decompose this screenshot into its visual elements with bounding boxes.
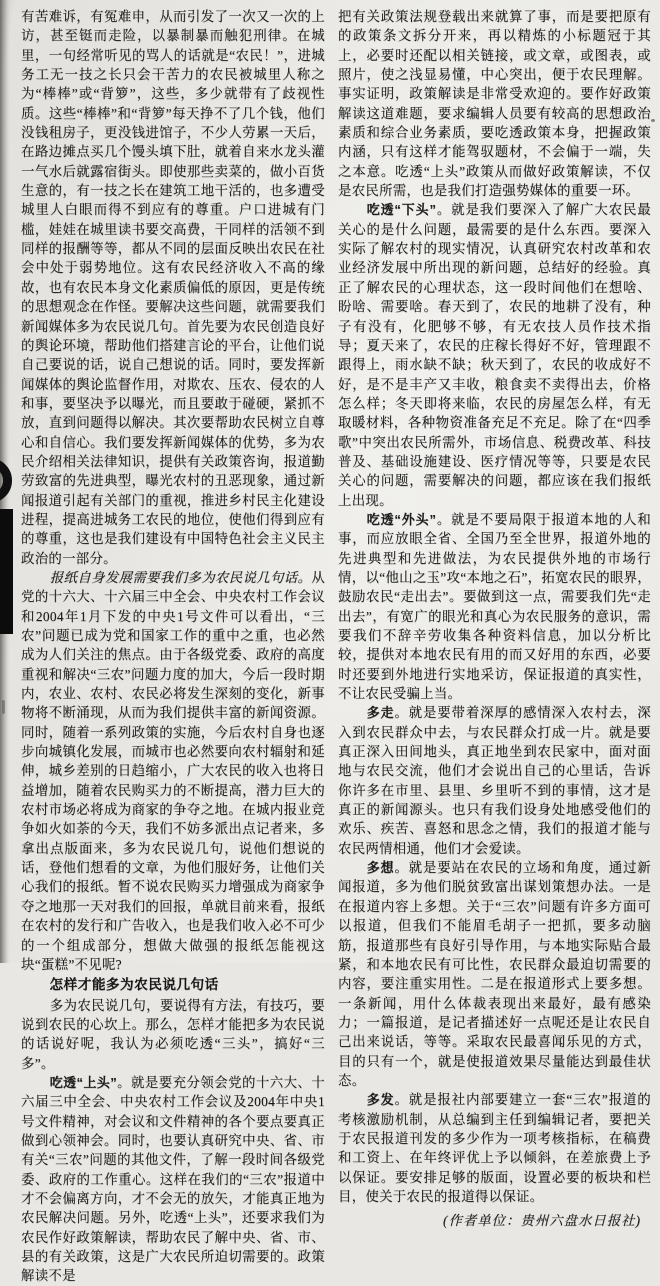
paragraph-text: 。就是要充分领会党的十六大、十六届三中全会、中央农村工作会议及2004年中央1号文件精神，对会议和文件精神的各个要点要真正做到心领神会。同时，也要认真研究中央、省、市有关“三农”问题的其他文件，了解一段时间各级党委、政府的工作重心。这样在我们的“三农”报道中才不会偏离方向，才不会无的放矢，才能真正地为农民解决问题。另外，吃透“上头”，还要求我们为农民作好政策解读，帮助农民了解中央、省、市、县的有关政策，这是广大农民所迫切需要的。政策解读不是: [21, 1074, 325, 1284]
paragraph-text: 。就是要带着深厚的感情深入农村去，深入到农民群众中去，与农民群众打成一片。就是要真正深入田间地头，真正地坐到农民家中，面对面地与农民交流，他们才会说出自己的心里话，告诉你许多在市里、县里、乡里听不到的事情，这才是真正的新闻源头。也只有我们设身处地感受他们的欢乐、疾苦、喜怒和思念之情，我们的报道才能与农民两情相通，他们才会爱读。: [338, 705, 651, 856]
paragraph-chitou-shangtou: [21, 1073, 325, 1286]
paragraph-chitou-waitou: [338, 510, 651, 703]
paragraph-text: 。就是要站在农民的立场和角度，通过新闻报道，多为他们脱贫致富出谋划策想办法。一是在报道内容上多想。关于“三农”问题有许多方面可以报道，但我们不能眉毛胡子一把抓，要多动脑筋，报道那些有良好引导作用，与本地实际贴合最紧，和本地农民有可比性，农民群众最迫切需要的内容，要注重实用性。二是在报道形式上要多想。一条新闻，用什么体裁表现出来最好，最有感染力；一篇报道，是记者描述好一点呢还是让农民自己出来说话，等等。采取农民最喜闻乐见的方式，目的只有一个，就是使报道效果尽量能达到最佳状态。: [338, 860, 651, 1088]
paragraph-text: 从党的十六大、十六届三中全会、中央农村工作会议和2004年1月下发的中央1号文件可以看出，“三农”问题已成为党和国家工作的重中之重，也必然成为人们关注的焦点。由于各级党委、政府的高度重视和解决“三农”问题力度的加大，今后一段时期内，农业、农村、农民必将发生深刻的变化，新事物将不断涌现，从而为我们提供丰富的新闻资源。同时，随着一系列政策的实施，今后农村自身也逐步向城镇化发展，而城市也必然要向农村辐射和延伸，城乡差别的日趋缩小，广大农民的收入也将日益增加，随着农民购买力的不断提高，潜力巨大的农村市场必将成为商家的争夺之地。在城内报业竞争如火如荼的今天，我们不妨多派出点记者来，多拿出点版面来，多为农民说几句，说他们想说的话，登他们想看的文章，为他们服好务，让他们关心我们的报纸。暂不说农民购买力增强成为商家争夺之地那一天对我们的回报，单就目前来看，报纸在农村的发行和广告收入，也是我们收入必不可少的一个组成部分，想做大做强的报纸怎能视这块“蛋糕”不见呢?: [21, 569, 325, 972]
paragraph-text: 有苦难诉，有冤难申，从而引发了一次又一次的上访，甚至铤而走险，以暴制暴而触犯刑律。在城里，一句经常听见的骂人的话就是“农民！”，进城务工无一技之长只会干苦力的农民被城里人称之为“棒棒”或“背箩”，这些，多少就带有了歧视性质。这些“棒棒”和“背箩”每天挣不了几个钱，他们没钱租房子，更没钱进馆子，不少人劳累一天后，在路边摊点买几个馒头填下肚，就着自来水龙头灌一气水后就露宿街头。即使那些卖菜的，做小百货生意的，有一技之长在建筑工地干活的，也多遭受城里人白眼而得不到应有的尊重。户口进城有门槛，娃娃在城里读书要交高费，干同样的活领不到同样的报酬等等，都从不同的层面反映出农民在社会中处于弱势地位。这有农民经济收入不高的缘故，也有农民本身文化素质偏低的原因，更是传统的思想观念在作怪。要解决这些问题，就需要我们新闻媒体多为农民说几句。首先要为农民创造良好的舆论环境，帮助他们搭建言论的平台，让他们说自己要说的话，说自己想说的话。同时，要发挥新闻媒体的舆论监督作用，对欺农、压农、侵农的人和事，要坚决予以曝光，而且要敢于碰硬，紧抓不放，直到问题得以解决。其次要帮助农民树立自尊心和自信心。我们要发挥新闻媒体的优势，多为农民介绍相关法律知识，提供有关政策咨询，报道勤劳致富的先进典型，曝光农村的丑恶现象，通过新闻报道引起有关部门的重视，推进乡村民主化建设进程，提高进城务工农民的地位，使他们得到应有的尊重，这也是我们建设有中国特色社会主义民主政治的一部分。: [21, 9, 325, 566]
bold-lead: 吃透“外头”: [366, 511, 437, 527]
bold-lead: 吃透“下头”: [366, 202, 437, 218]
paragraph-text: 。就是我们要深入了解广大农民最关心的是什么问题，最需要的是什么东西。要深入实际了解农村的现实情况，认真研究农村改革和农业经济发展中所出现的新问题，总结好的经验。真正了解农民的心理状态，这一段时间他们在想啥、盼啥、需要啥。春天到了，农民的地耕了没有，种子有没有，化肥够不够，有无农技人员作技术指导；夏天来了，农民的庄稼长得好不好，管理跟不跟得上，雨水缺不缺；秋天到了，农民的收成好不好，是不是丰产又丰收，粮食卖不卖得出去，价格怎么样；冬天即将来临，农民的房屋怎么样，有无取暖材料，各种物资准备充足不充足。除了在“四季歌”中突出农民所需外，市场信息、税费改革、科技普及、基础设施建设、医疗情况等等，只要是农民关心的问题，需要解决的问题，都应该在我们报纸上出现。: [338, 202, 651, 508]
section-heading: 怎样才能多为农民说几句话: [49, 977, 219, 993]
paragraph-text: 。就是不要局限于报道本地的人和事，而应放眼全省、全国乃至全世界，报道外地的先进典型和先进做法，为农民提供外地的市场行情，以“他山之玉”攻“本地之石”，拓宽农民的眼界，鼓励农民“走出去”。要做到这一点，需要我们先“走出去”，有宽广的眼光和真心为农民服务的意识，需要我们不辞辛劳收集各种资料信息，加以分析比较，提供对本地农民有用的而又好用的东西，必要时还要到外地进行实地采访，保证报道的真实性，不让农民受骗上当。: [338, 511, 651, 702]
right-column: [338, 7, 651, 1231]
paragraph-method-intro: [21, 996, 325, 1073]
paragraph-text: 多为农民说几句，要说得有方法，有技巧，要说到农民的心坎上。那么，怎样才能把多为农民说的话说好呢，我认为必须吃透“三头”，搞好“三多”。: [21, 997, 325, 1071]
paragraph-duoxiang: [338, 858, 651, 1090]
paragraph-duofa: [338, 1090, 651, 1206]
paragraph-text: 。就是报社内部要建立一套“三农”报道的考核激励机制，从总编到主任到编辑记者，要把关于农民报道刊发的多少作为一项考核指标，在稿费和工资上、在年终评优上予以倾斜，在差旅费上予以保证。要安排足够的版面，设置必要的板块和栏目，使关于农民的报道得以保证。: [338, 1092, 651, 1204]
bold-lead: 多走: [366, 705, 395, 721]
paragraph-chitou-xiatou: [338, 200, 651, 510]
bold-lead: 多发: [366, 1092, 395, 1108]
bold-lead: 吃透“上头”: [49, 1074, 117, 1090]
paragraph-newspaper-development: [21, 568, 325, 974]
paragraph-continuation: [21, 7, 325, 568]
bold-lead: 多想: [366, 860, 395, 876]
left-column: [21, 7, 325, 1286]
kai-lead-sentence: 报纸自身发展需要我们多为农民说几句话。: [49, 569, 312, 585]
scan-speck: [2, 700, 5, 714]
paragraph-continuation: [338, 7, 651, 200]
paragraph-duozou: [338, 703, 651, 858]
scan-speck: [651, 119, 655, 122]
paragraph-text: 把有关政策法规登载出来就算了事，而是要把原有的政策条文拆分开来，再以精炼的小标题冠于其上，必要时还配以相关链接，或文章，或图表，或照片，使之浅显易懂，中心突出，便于农民理解。事实证明，政策解读是非常受欢迎的。要作好政策解读这道难题，要求编辑人员要有较高的思想政治素质和综合业务素质，要吃透政策本身，把握政策内涵，只有这样才能驾驭题材，不会偏于一端，失之本意。吃透“上头”政策从而做好政策解读，不仅是农民所需，也是我们打造强势媒体的重要一环。: [338, 9, 651, 199]
author-attribution: (作者单位：贵州六盘水日报社): [443, 1213, 641, 1229]
page-tab-bar: [0, 509, 13, 634]
